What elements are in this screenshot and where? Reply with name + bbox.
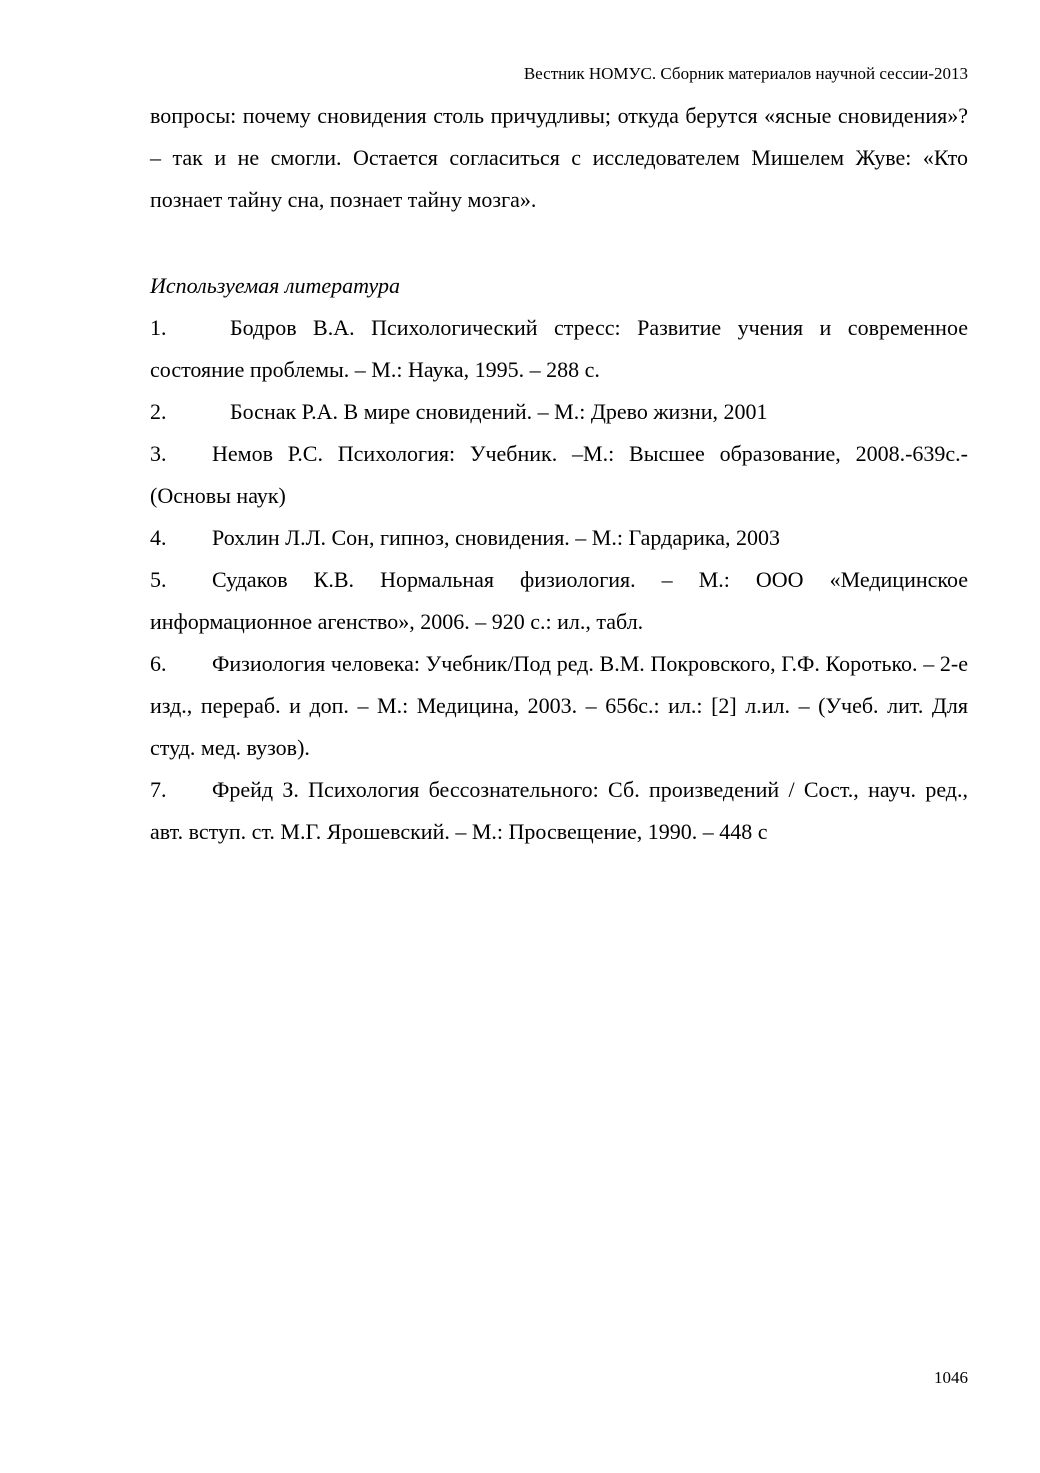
reference-item <box>150 307 968 391</box>
reference-number: 2. <box>150 399 167 424</box>
reference-number: 6. <box>150 651 167 676</box>
reference-text: Немов Р.С. Психология: Учебник. –М.: Высшее образование, 2008.-639с.-(Основы наук) <box>150 441 968 508</box>
reference-number: 7. <box>150 777 167 802</box>
page-content <box>150 95 968 853</box>
reference-text: Физиология человека: Учебник/Под ред. В.М. Покровского, Г.Ф. Коротько. – 2-е изд., перераб. и доп. – М.: Медицина, 2003. – 656с.: ил.: [2] л.ил. – (Учеб. лит. Для студ. мед. вузов). <box>150 651 968 760</box>
page-number: 1046 <box>934 1368 968 1387</box>
reference-text: Боснак Р.А. В мире сновидений. – М.: Древо жизни, 2001 <box>230 399 768 424</box>
reference-number: 4. <box>150 525 167 550</box>
reference-list <box>150 307 968 853</box>
reference-number: 1. <box>150 315 167 340</box>
reference-number: 3. <box>150 441 167 466</box>
reference-text: Бодров В.А. Психологический стресс: Развитие учения и современное состояние проблемы. – М.: Наука, 1995. – 288 с. <box>150 315 968 382</box>
reference-item <box>150 769 968 853</box>
reference-text: Рохлин Л.Л. Сон, гипноз, сновидения. – М.: Гардарика, 2003 <box>212 525 780 550</box>
reference-text: Судаков К.В. Нормальная физиология. – М.: ООО «Медицинское информационное агенство», 2006. – 920 с.: ил., табл. <box>150 567 968 634</box>
reference-text: Фрейд З. Психология бессознательного: Сб. произведений / Сост., науч. ред., авт. вступ. ст. М.Г. Ярошевский. – М.: Просвещение, 1990. – 448 с <box>150 777 968 844</box>
reference-item <box>150 517 968 559</box>
reference-item <box>150 559 968 643</box>
references-heading: Используемая литература <box>150 273 400 298</box>
reference-item <box>150 433 968 517</box>
reference-number: 5. <box>150 567 167 592</box>
reference-item <box>150 643 968 769</box>
reference-item <box>150 391 968 433</box>
body-paragraph: вопросы: почему сновидения столь причудливы; откуда берутся «ясные сновидения»? – так и не смогли. Остается согласиться с исследователем Мишелем Жуве: «Кто познает тайну сна, познает тайну мозга». <box>150 103 968 212</box>
running-header: Вестник НОМУС. Сборник материалов научной сессии-2013 <box>523 64 968 83</box>
